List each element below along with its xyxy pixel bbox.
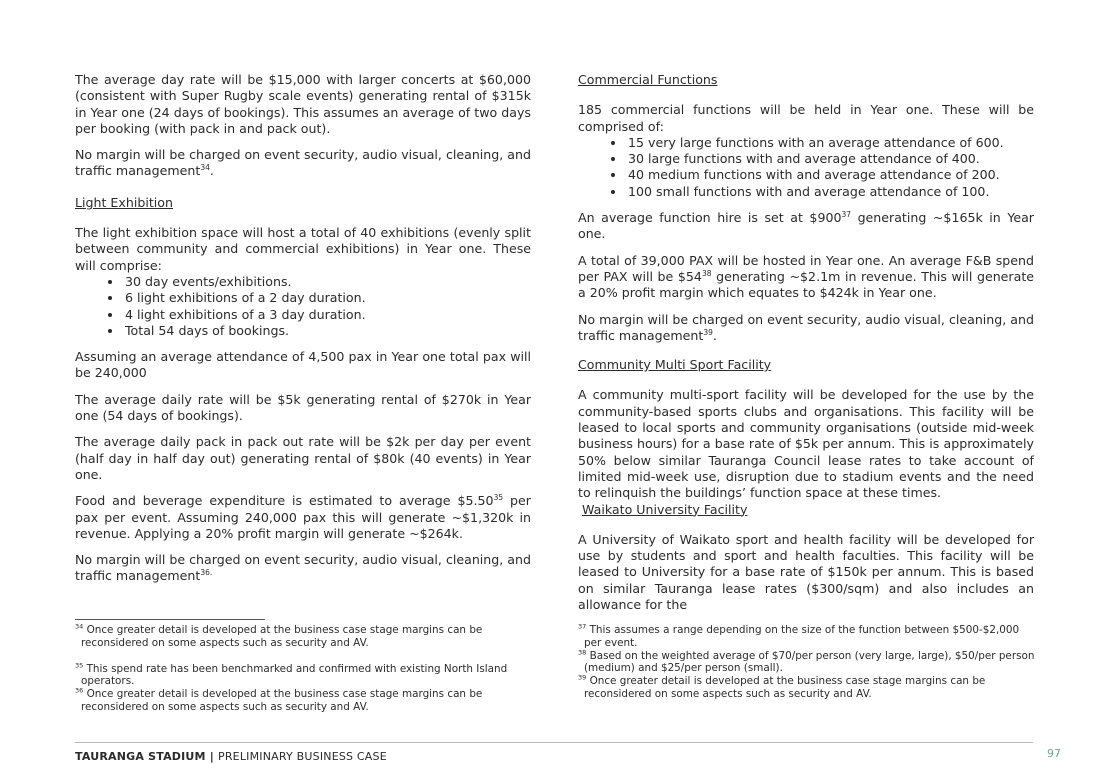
paragraph-no-margin-3: No margin will be charged on event security, audio visual, cleaning, and traffic management$^{39}$.	[578, 311, 1034, 343]
commercial-functions-list	[578, 135, 1034, 200]
footnote-35: $^{35}$ This spend rate has been benchmarked and confirmed with existing North Island operators.	[75, 661, 508, 688]
paragraph-food-beverage: Food and beverage expenditure is estimated to average $5.50$^{35}$ per pax per event. Assuming 240,000 pax this will generate ~$1,320k in revenue. Applying a 20% profit margin will generate ~$264k.	[75, 493, 531, 541]
footnote-37: $^{37}$ This assumes a range depending on the size of the function between $500-$2,000 per event.	[578, 622, 1020, 649]
heading-commercial-functions: Commercial Functions	[578, 72, 718, 87]
footer-subtitle: PRELIMINARY BUSINESS CASE	[218, 750, 387, 763]
footnote-39: $^{39}$ Once greater detail is developed at the business case stage margins can be reconsidered on some aspects such as security and AV.	[578, 673, 986, 700]
footnote-34: $^{34}$ Once greater detail is developed at the business case stage margins can be reconsidered on some aspects such as security and AV.	[75, 622, 483, 649]
paragraph-community-facility: A community multi-sport facility will be developed for the use by the community-based sports clubs and organisations. This facility will be leased to local sports and community organisations (outside mid-week business hours) for a base rate of $5k per annum. This is approximately 50% below similar Tauranga Council lease rates to take account of limited mid-week use, disruption due to stadium events and the need to relinquish the buildings’ function space at these times.	[578, 387, 1034, 501]
heading-community-multi-sport: Community Multi Sport Facility	[578, 357, 772, 373]
page-number: 97	[1047, 747, 1061, 760]
paragraph-pax: A total of 39,000 PAX will be hosted in Year one. An average F&B spend per PAX will be $\$54^{38}$ generating ~$2.1m in revenue. This will generate a 20% profit margin which equates to $424k in Year one.	[578, 252, 1034, 301]
footer-title: TAURANGA STADIUM	[75, 750, 206, 763]
paragraph-waikato-facility: A University of Waikato sport and health facility will be developed for use by students and sport and health faculties. This facility will be leased to University for a base rate of $150k per annum. This is based on similar Tauranga lease rates ($300/sqm) and also includes an allowance for the	[578, 531, 1034, 613]
paragraph-day-rate: The average day rate will be $15,000 with larger concerts at $60,000 (consistent with Super Rugby scale events) generating rental of $315k in Year one (24 days of bookings). This assumes an average of two days per booking (with pack in and pack out).	[75, 72, 531, 136]
list-item: • 4 light exhibitions of a 3 day duration.	[123, 307, 531, 323]
paragraph-function-hire: An average function hire is set at $\$900^{37}$ generating ~$165k in Year one.	[578, 209, 1034, 242]
paragraph-attendance: Assuming an average attendance of 4,500 pax in Year one total pax will be 240,000	[75, 349, 531, 381]
left-column	[75, 72, 531, 595]
footnote-ref-37[interactable]: 37	[841, 209, 852, 219]
footer-divider	[75, 742, 1033, 743]
footnote-ref-39[interactable]: 39	[703, 327, 713, 337]
list-item: • 6 light exhibitions of a 2 day duration.	[123, 290, 531, 306]
footnote-ref-35[interactable]: 35	[493, 493, 504, 503]
heading-light-exhibition: Light Exhibition	[75, 194, 173, 210]
paragraph-light-exhibition: The light exhibition space will host a total of 40 exhibitions (evenly split between community and commercial exhibitions) in Year one. These will comprise:	[75, 225, 531, 273]
list-item: • 30 large functions with and average attendance of 400.	[626, 151, 1034, 167]
list-item: • Total 54 days of bookings.	[123, 323, 531, 339]
heading-waikato-university: Waikato University Facility	[582, 501, 748, 517]
footnotes-left	[75, 619, 535, 714]
footnote-ref-38[interactable]: 38	[701, 268, 712, 278]
footnote-ref-36[interactable]: 36.	[200, 568, 213, 578]
list-item: • 30 day events/exhibitions.	[123, 274, 531, 290]
list-item: • 100 small functions with and average attendance of 100.	[626, 184, 1034, 200]
light-exhibition-list	[75, 274, 531, 339]
right-column	[578, 72, 1034, 623]
paragraph-pack-rate: The average daily pack in pack out rate will be $2k per day per event (half day in half day out) generating rental of $80k (40 events) in Year one.	[75, 434, 531, 482]
paragraph-daily-rate: The average daily rate will be $5k generating rental of $270k in Year one (54 days of bookings).	[75, 391, 531, 424]
list-item: • 40 medium functions with and average attendance of 200.	[626, 167, 1034, 183]
footnote-ref-34[interactable]: 34	[200, 163, 210, 173]
footnote-36: $^{36}$ Once greater detail is developed at the business case stage margins can be reconsidered on some aspects such as security and AV.	[75, 686, 483, 713]
footnote-38: $^{38}$ Based on the weighted average of $70/per person (very large, large), $50/per person (medium) and $25/per person (small).	[578, 648, 1035, 675]
paragraph-no-margin-2: No margin will be charged on event security, audio visual, cleaning, and traffic management$^{36.}$	[75, 552, 531, 584]
paragraph-no-margin-1: No margin will be charged on event security, audio visual, cleaning, and traffic management$^{34}$.	[75, 147, 531, 179]
footnotes-right	[578, 619, 1038, 701]
footnote-divider	[75, 619, 265, 620]
page-footer: TAURANGA STADIUM | PRELIMINARY BUSINESS CASE	[75, 750, 387, 763]
paragraph-commercial-functions: 185 commercial functions will be held in Year one. These will be comprised of:	[578, 102, 1034, 134]
list-item: • 15 very large functions with an average attendance of 600.	[626, 135, 1034, 151]
